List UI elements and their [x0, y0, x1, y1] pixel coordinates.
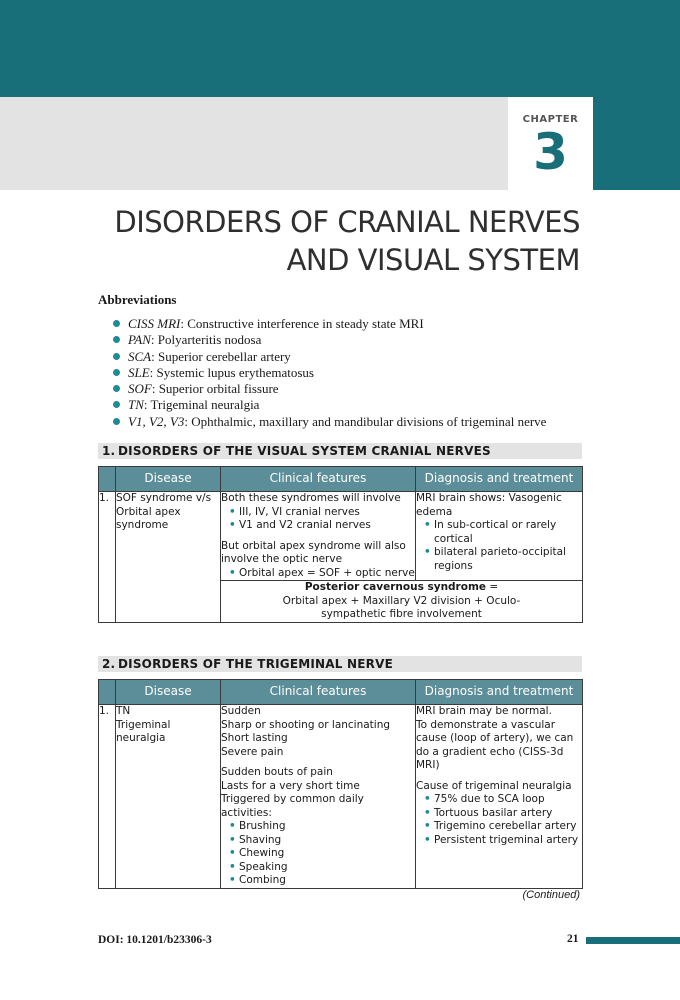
list-item: • bilateral parieto-occipital regions	[424, 546, 582, 573]
doi-text: DOI: 10.1201/b23306-3	[98, 934, 212, 946]
abbreviations-heading: Abbreviations	[98, 292, 177, 307]
bullet-icon	[113, 369, 120, 376]
chapter-number: 3	[533, 123, 568, 181]
header-disease: Disease	[116, 680, 221, 705]
header-clinical-features: Clinical features	[221, 467, 416, 492]
clinical-features-cell: Sudden Sharp or shooting or lancinating Short lasting Severe pain Sudden bouts of pain Lasts for a very short time Triggered by common daily activities: • Brushing • Shaving • Chewing • Speaking • Combing	[221, 705, 416, 889]
diagnosis-cell: MRI brain shows: Vasogenic edema • In sub-cortical or rarely cortical • bilateral parieto-occipital regions	[416, 492, 583, 581]
table-row	[99, 492, 583, 581]
list-item: SOF: Superior orbital fissure	[113, 381, 546, 397]
table-row	[99, 705, 583, 889]
page-number-bar	[586, 937, 680, 944]
list-item: SCA: Superior cerebellar artery	[113, 349, 546, 365]
list-item: PAN: Polyarteritis nodosa	[113, 332, 546, 348]
visual-system-table	[98, 466, 583, 623]
table-header-row	[99, 680, 583, 705]
diagnosis-cell: MRI brain may be normal. To demonstrate a vascular cause (loop of artery), we can do a gradient echo (CISS-3d MRI) Cause of trigeminal neuralgia • 75% due to SCA loop • Tortuous basilar artery • Trigemino cerebellar artery • Persistent trigeminal artery	[416, 705, 583, 889]
list-item: • Persistent trigeminal artery	[424, 834, 582, 848]
list-item: • 75% due to SCA loop	[424, 793, 582, 807]
section-1-heading: 1. DISORDERS OF THE VISUAL SYSTEM CRANIAL NERVES	[98, 443, 582, 459]
title-line-2: AND VISUAL SYSTEM	[286, 243, 580, 277]
header-clinical-features: Clinical features	[221, 680, 416, 705]
list-item: CISS MRI: Constructive interference in steady state MRI	[113, 316, 546, 332]
header-diagnosis-treatment: Diagnosis and treatment	[416, 467, 583, 492]
list-item: TN: Trigeminal neuralgia	[113, 397, 546, 413]
list-item: • Chewing	[229, 847, 415, 861]
chapter-box	[508, 97, 593, 190]
bullet-icon	[113, 320, 120, 327]
posterior-cavernous-cell: Posterior cavernous syndrome = Orbital apex + Maxillary V2 division + Oculo-sympathetic fibre involvement	[221, 581, 583, 623]
list-item: • Trigemino cerebellar artery	[424, 820, 582, 834]
page-number: 21	[567, 933, 579, 945]
disease-cell: TN Trigeminal neuralgia	[116, 705, 221, 889]
continued-label: (Continued)	[522, 889, 580, 901]
header-disease: Disease	[116, 467, 221, 492]
clinical-features-cell: Both these syndromes will involve • III, IV, VI cranial nerves • V1 and V2 cranial nerves But orbital apex syndrome will also involve the optic nerve • Orbital apex = SOF + optic nerve	[221, 492, 416, 581]
right-teal-band	[593, 97, 680, 190]
row-index: 1.	[99, 705, 116, 889]
bullet-icon	[113, 336, 120, 343]
list-item: • V1 and V2 cranial nerves	[229, 519, 415, 533]
header-diagnosis-treatment: Diagnosis and treatment	[416, 680, 583, 705]
list-item: • Combing	[229, 874, 415, 888]
list-item: SLE: Systemic lupus erythematosus	[113, 365, 546, 381]
list-item: • Orbital apex = SOF + optic nerve	[229, 567, 415, 581]
chapter-title	[114, 203, 580, 279]
bullet-icon	[113, 353, 120, 360]
list-item: • Shaving	[229, 834, 415, 848]
title-line-1: DISORDERS OF CRANIAL NERVES	[114, 205, 580, 239]
list-item: • Brushing	[229, 820, 415, 834]
bullet-icon	[113, 418, 120, 425]
trigeminal-table	[98, 679, 583, 889]
bullet-icon	[113, 385, 120, 392]
abbreviations-list	[113, 316, 546, 430]
section-2-heading: 2. DISORDERS OF THE TRIGEMINAL NERVE	[98, 656, 582, 672]
grey-header-band	[0, 97, 508, 190]
list-item: • Speaking	[229, 861, 415, 875]
top-teal-band	[0, 0, 680, 97]
disease-cell: SOF syndrome v/s Orbital apex syndrome	[116, 492, 221, 623]
chapter-label: CHAPTER	[522, 114, 579, 125]
list-item: • In sub-cortical or rarely cortical	[424, 519, 582, 546]
list-item: V1, V2, V3: Ophthalmic, maxillary and mandibular divisions of trigeminal nerve	[113, 414, 546, 430]
header-index-cell	[99, 467, 116, 492]
table-header-row	[99, 467, 583, 492]
row-index: 1.	[99, 492, 116, 623]
list-item: • Tortuous basilar artery	[424, 807, 582, 821]
bullet-icon	[113, 401, 120, 408]
list-item: • III, IV, VI cranial nerves	[229, 506, 415, 520]
header-index-cell	[99, 680, 116, 705]
